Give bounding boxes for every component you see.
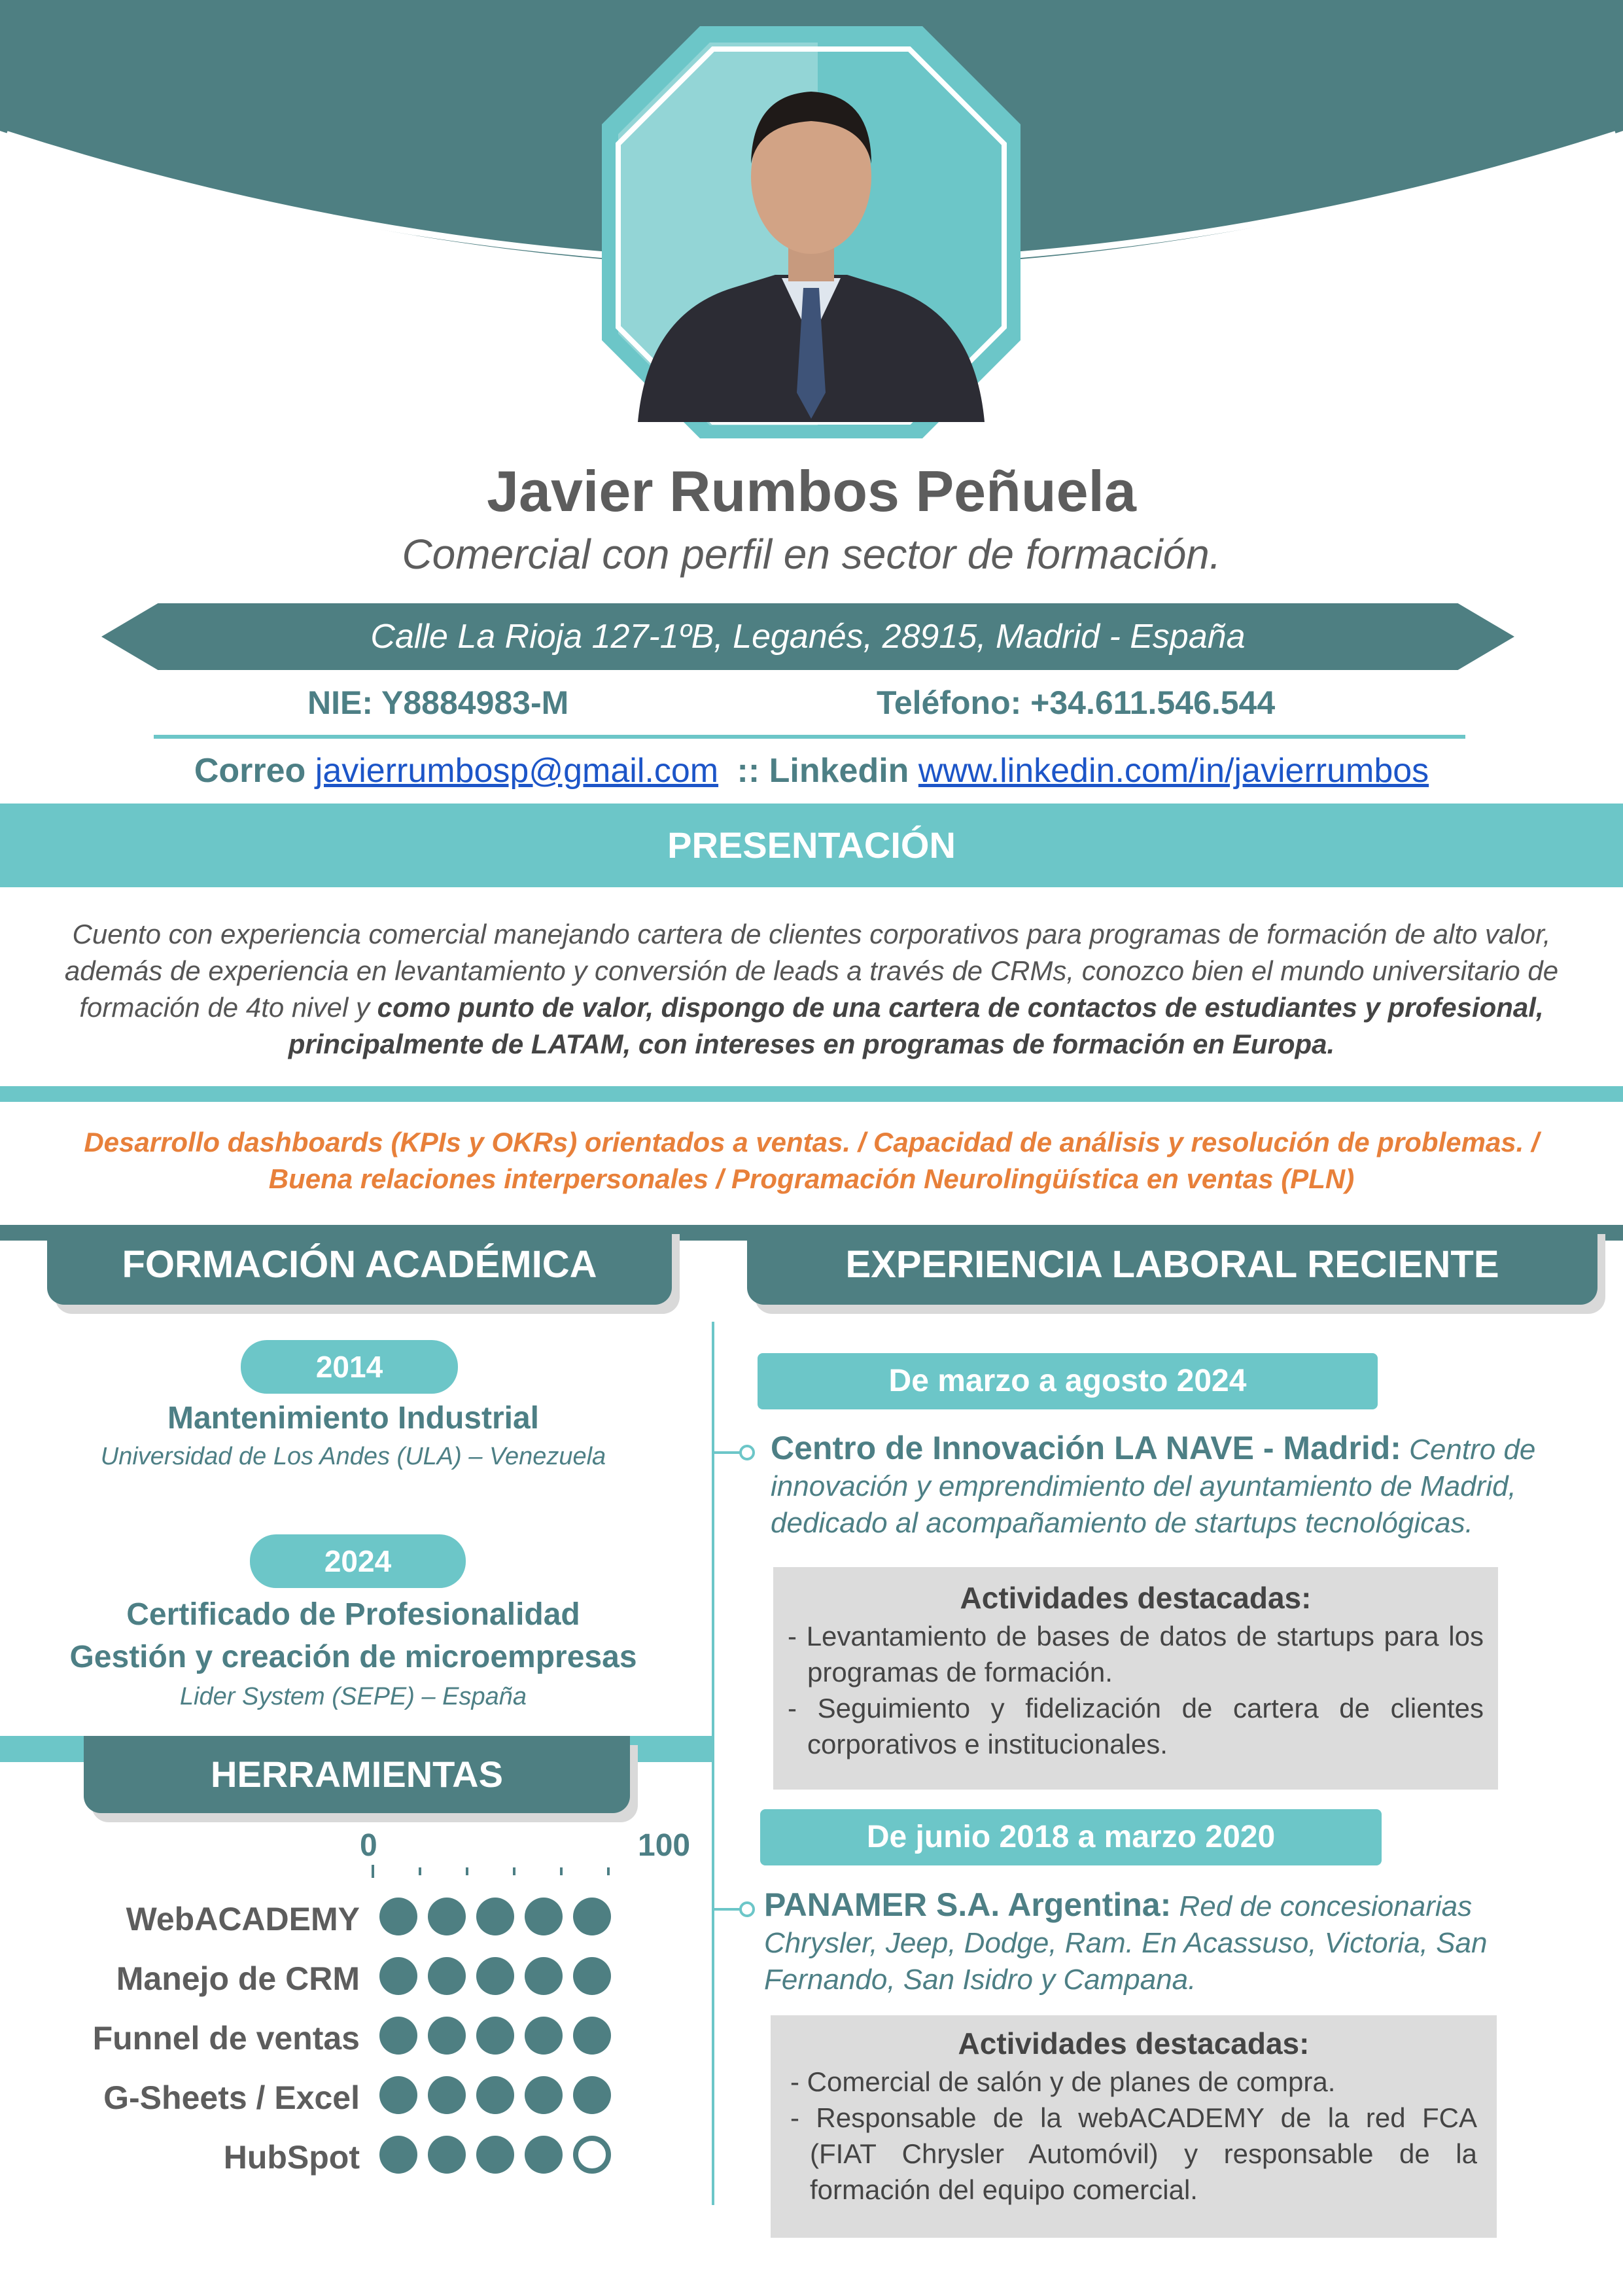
section-divider	[0, 1086, 1623, 1102]
education-title-1: Mantenimiento Industrial	[167, 1401, 540, 1436]
rating-dot-filled	[525, 2017, 563, 2055]
job-description-2: Red de concesionarias Chrysler, Jeep, Dodge, Ram. En Acassuso, Victoria, San Fernando, San Isidro y Campana.	[764, 1890, 1488, 1996]
education-institution-1: Universidad de Los Andes (ULA) – Venezuela	[100, 1443, 606, 1470]
rating-dot-filled	[428, 2136, 466, 2174]
rating-dot-filled	[476, 2017, 514, 2055]
scale-min: 0	[360, 1828, 377, 1863]
rating-dot-filled	[525, 2136, 563, 2174]
email-label: Correo	[194, 752, 306, 790]
rating-dot-filled	[379, 2136, 417, 2174]
education-heading: FORMACIÓN ACADÉMICA	[47, 1225, 672, 1305]
rating-dot-empty	[573, 2136, 611, 2174]
education-year-2: 2024	[250, 1534, 466, 1588]
rating-dot-filled	[379, 1957, 417, 1995]
activity-2-1: - Comercial de salón y de planes de compra.	[790, 2066, 1336, 2097]
email-link[interactable]: javierrumbosp@gmail.com	[315, 752, 719, 790]
timeline-node-2	[712, 1896, 758, 1922]
rating-dot-filled	[379, 2076, 417, 2114]
activity-1-1: - Levantamiento de bases de datos de startups para los programas de formación.	[788, 1621, 1484, 1687]
job-2	[764, 1886, 1585, 1998]
linkedin-label: Linkedin	[769, 752, 909, 790]
education-title-2: Certificado de Profesionalidad	[126, 1597, 580, 1632]
rating-dot-filled	[525, 1898, 563, 1935]
rating-dot-filled	[525, 1957, 563, 1995]
education-institution-2: Lider System (SEPE) – España	[179, 1683, 527, 1710]
tool-label: HubSpot	[223, 2139, 360, 2176]
rating-dot-filled	[428, 1898, 466, 1935]
scale-max: 100	[638, 1828, 691, 1863]
presentation-highlight: como punto de valor, dispongo de una cartera de contactos de estudiantes y profesional, principalmente de LATAM, con intereses en programas de formación en Europa.	[288, 992, 1544, 1059]
presentation-body: Cuento con experiencia comercial manejando cartera de clientes corporativos para programas de formación de alto valor, además de experiencia en levantamiento y conversión de leads a través de CRMs, conozco bien el mundo universitario de formación de 4to nivel y	[64, 919, 1559, 1023]
profile-photo	[602, 26, 1021, 438]
contact-separator: ::	[737, 752, 760, 790]
tools-heading: HERRAMIENTAS	[84, 1736, 630, 1813]
address: Calle La Rioja 127-1ºB, Leganés, 28915, Madrid - España	[370, 618, 1246, 656]
activities-box-1	[773, 1567, 1498, 1790]
contact-line	[0, 751, 1623, 790]
rating-dot-filled	[573, 1898, 611, 1935]
job-period-2: De junio 2018 a marzo 2020	[760, 1809, 1382, 1865]
rating-dot-filled	[476, 2136, 514, 2174]
education-year-1: 2014	[241, 1340, 458, 1394]
rating-dot-filled	[476, 1898, 514, 1935]
rating-dot-filled	[379, 1898, 417, 1935]
rating-dot-filled	[573, 2076, 611, 2114]
scale-ticks	[353, 1865, 628, 1882]
rating-dot-filled	[428, 1957, 466, 1995]
job-company-1: Centro de Innovación LA NAVE - Madrid:	[771, 1430, 1401, 1466]
rating-dot-filled	[476, 1957, 514, 1995]
tool-label: G-Sheets / Excel	[103, 2079, 360, 2116]
activity-1-2: - Seguimiento y fidelización de cartera de clientes corporativos e institucionales.	[788, 1693, 1484, 1759]
nie: NIE: Y8884983-M	[307, 684, 569, 721]
rating-dot-filled	[428, 2017, 466, 2055]
rating-dot-filled	[573, 1957, 611, 1995]
skills-line-1: Desarrollo dashboards (KPIs y OKRs) orientados a ventas. / Capacidad de análisis y resolución de problemas. /	[84, 1127, 1539, 1157]
tool-label: Manejo de CRM	[116, 1960, 360, 1997]
job-company-2: PANAMER S.A. Argentina:	[764, 1886, 1172, 1923]
activity-2-2: - Responsable de la webACADEMY de la red FCA (FIAT Chrysler Automóvil) y responsable de la formación del equipo comercial.	[790, 2102, 1477, 2205]
activities-title-2: Actividades destacadas:	[958, 2026, 1310, 2060]
rating-dot-filled	[525, 2076, 563, 2114]
contact-divider	[154, 735, 1465, 739]
skills-summary	[39, 1124, 1584, 1197]
education-title-2b: Gestión y creación de microempresas	[69, 1640, 637, 1674]
linkedin-link[interactable]: www.linkedin.com/in/javierrumbos	[918, 752, 1429, 790]
experience-heading: EXPERIENCIA LABORAL RECIENTE	[747, 1225, 1597, 1305]
job-period-1: De marzo a agosto 2024	[758, 1353, 1378, 1409]
rating-dot-filled	[379, 2017, 417, 2055]
rating-dot-filled	[573, 2017, 611, 2055]
job-1	[771, 1430, 1575, 1542]
tool-label: Funnel de ventas	[92, 2020, 360, 2057]
full-name: Javier Rumbos Peñuela	[487, 459, 1136, 523]
header-band	[0, 0, 1623, 458]
tool-label: WebACADEMY	[126, 1901, 360, 1937]
activities-box-2	[771, 2015, 1497, 2238]
presentation-text	[39, 916, 1584, 1063]
rating-dot-filled	[476, 2076, 514, 2114]
job-description-1: Centro de innovación y emprendimiento del ayuntamiento de Madrid, dedicado al acompañamiento de startups tecnológicas.	[771, 1434, 1536, 1539]
presentation-heading: PRESENTACIÓN	[0, 804, 1623, 887]
phone: Teléfono: +34.611.546.544	[877, 684, 1276, 721]
rating-dot-filled	[428, 2076, 466, 2114]
skills-line-2: Buena relaciones interpersonales / Programación Neurolingüística en ventas (PLN)	[268, 1163, 1355, 1194]
activities-title-1: Actividades destacadas:	[960, 1581, 1312, 1615]
professional-title: Comercial con perfil en sector de formación.	[402, 531, 1221, 578]
timeline-node-1	[712, 1439, 758, 1466]
